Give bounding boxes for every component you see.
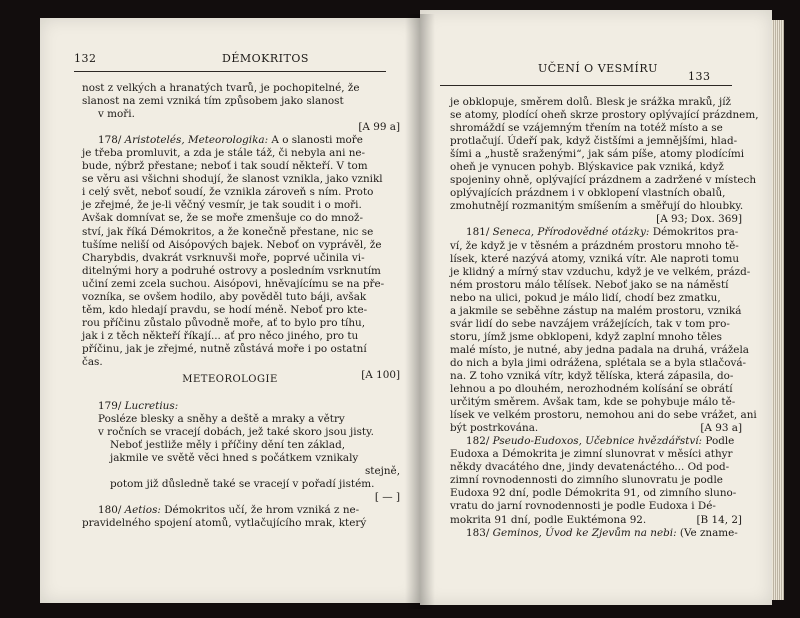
reference: [A 93; Dox. 369] — [656, 213, 742, 226]
text-line: Charybdis, dvakrát vsrknuvši moře, poprvé učinila vi- — [82, 251, 365, 264]
verse-line: Neboť jestliže měly i příčiny dění ten základ, — [110, 439, 346, 452]
text-line: v moři. — [98, 108, 135, 121]
reference: [A 99 a] — [358, 121, 400, 134]
text-line: ství, jak říká Démokritos, a že konečně přestane, nic se — [82, 225, 374, 238]
text-line: šími a „hustě sraženými“, jak sám píše, atomy plodícími — [450, 148, 745, 161]
text-line: příčinu, jak je zřejmé, nutně zůstává moře i po ostatní — [82, 342, 367, 355]
right-text-block — [450, 96, 759, 540]
fragment-source: Pseudo-Eudoxos, Učebnice hvězdářství: — [492, 435, 703, 448]
text-line: nebo na ulici, pokud je málo lidí, chodí bez zmatku, — [450, 291, 721, 304]
left-page — [40, 18, 420, 603]
page-edges — [770, 20, 784, 600]
fragment-source: Seneca, Přírodovědné otázky: — [492, 226, 650, 239]
text-line: storu, jímž jsme obklopeni, když zaplní mnoho těles — [450, 330, 723, 343]
fragment-number: 181/ — [466, 226, 490, 239]
text-line: je zřejmé, že je-li věčný vesmír, je tak soudit i o moři. — [82, 199, 362, 212]
verse-line: potom již důsledně také se vracejí v pořadí jistém. — [110, 478, 375, 491]
text-line: vozníka, se ovšem hodilo, aby pověděl tuto báji, avšak — [82, 290, 367, 303]
fragment-source: Aetios: — [124, 504, 161, 517]
text-line: Démokritos učí, že hrom vzniká z ne- — [164, 504, 360, 517]
text-line: shromáždí se vzájemným třením na totéž místo a se — [450, 122, 723, 135]
text-line: někdy dvacátého dne, jindy devatenáctého... Od pod- — [450, 461, 730, 474]
text-line: Eudoxa 92 dní, podle Démokrita 91, od zimního sluno- — [450, 487, 737, 500]
text-line: Eudoxa a Démokrita je zimní slunovrat v měsíci athyr — [450, 448, 733, 461]
text-line: učiní zemi zcela suchou. Aisópovi, hněvajícímu se na pře- — [82, 277, 385, 290]
text-line: slanost na zemi vzniká tím způsobem jako slanost — [82, 95, 344, 108]
fragment-source: Geminos, Úvod ke Zjevům na nebi: — [492, 526, 677, 539]
left-text-block-2 — [82, 400, 400, 530]
verse-line: v ročních se vracejí dobách, jež také skoro jsou jisty. — [98, 426, 374, 439]
reference: [A 100] — [361, 369, 400, 382]
text-line: se atomy, plodící oheň skrze prostory oplývající prázdnem, — [450, 109, 759, 122]
text-line: A o slanosti moře — [271, 134, 363, 147]
fragment-source: Aristotelés, Meteorologika: — [124, 134, 269, 147]
section-title: METEOROLOGIE — [182, 374, 278, 385]
left-text-block — [82, 82, 400, 382]
text-line: určitým směrem. Avšak tam, kde se pohybuje málo tě- — [450, 396, 736, 409]
text-line: ditelnými hory a podruhé ostrovy a posledním vsrknutím — [82, 264, 381, 277]
text-line: lehnou a po dlouhém, nerozhodném kolísání se obrátí — [450, 383, 733, 396]
fragment-source: Lucretius: — [124, 400, 179, 412]
fragment-number: 179/ — [98, 400, 122, 412]
text-line: ví, že když je v těsném a prázdném prostoru mnoho tě- — [450, 239, 739, 252]
page-number-left: 132 — [74, 52, 97, 65]
text-line: zimní rovnodennosti do zimního slunovratu je podle — [450, 474, 723, 487]
text-line: tušíme neliší od Aisópových bajek. Neboť on vyprávěl, že — [82, 238, 382, 251]
verse-line: jakmile ve světě věci hned s počátkem vznikaly — [110, 452, 359, 465]
text-line: na. Z toho vzniká vítr, když tělíska, která zápasila, do- — [450, 369, 734, 382]
text-line: Démokritos pra- — [652, 226, 739, 239]
text-line: se věru asi všichni shodují, že slanost vznikla, jako vznikl — [82, 173, 383, 186]
text-line: oplývajících prázdnem i v obklopení vlastních obalů, — [450, 187, 726, 200]
running-head-left: DÉMOKRITOS — [222, 52, 309, 65]
header-rule-left — [74, 71, 386, 72]
text-line: je klidný a mírný stav vzduchu, když je ve velkém, prázd- — [450, 265, 751, 278]
text-line: Podle — [705, 435, 735, 448]
fragment-number: 178/ — [98, 134, 122, 147]
text-line: malé místo, je nutné, aby jedna padala na druhá, vrážela — [450, 343, 749, 356]
text-line: mokrita 91 dní, podle Euktémona 92. — [450, 513, 647, 526]
text-line: oheň je vynucen pohyb. Blýskavice pak vzniká, když — [450, 161, 724, 174]
text-line: protlačují. Údeří pak, když čistšími a jemnějšími, hlad- — [450, 135, 738, 148]
text-line: je obklopuje, směrem dolů. Blesk je srážka mraků, jíž — [450, 96, 732, 108]
text-line: a jakmile se seběhne zástup na malém prostoru, vzniká — [450, 304, 742, 317]
header-rule-right — [440, 85, 732, 86]
text-line: lísek ve velkém prostoru, nemohou ani do sebe vrážet, ani — [450, 409, 757, 422]
text-line: vratu do jarní rovnodennosti je podle Eudoxa i Dé- — [450, 500, 716, 513]
verse-line: Posléze blesky a sněhy a deště a mraky a větry — [98, 413, 345, 426]
reference: [ — ] — [374, 491, 400, 504]
text-line: těm, kdo hledají pravdu, se hodí méně. Neboť pro kte- — [82, 303, 368, 316]
page-number-right: 133 — [688, 70, 711, 83]
fragment-number: 182/ — [466, 435, 490, 448]
text-line: čas. — [82, 355, 103, 368]
text-line: Avšak domnívat se, že se moře zmenšuje co do množ- — [82, 212, 363, 225]
reference: [B 14, 2] — [696, 513, 742, 526]
text-line: (Ve zname- — [679, 526, 738, 539]
right-page — [420, 10, 772, 605]
text-line: bude, nýbrž přestane; neboť i tak soudí někteří. V tom — [82, 160, 368, 173]
fragment-number: 180/ — [98, 504, 122, 517]
text-line: spojeniny ohně, oplývající prázdnem a zadržené v místech — [450, 174, 757, 187]
verse-line: stejně, — [364, 465, 400, 478]
text-line: jak i z těch někteří říkají... ať pro něco jiného, pro tu — [82, 329, 359, 342]
text-line: lísek, které nazývá atomy, vzniká vítr. Ale naproti tomu — [450, 252, 740, 265]
text-line: ném prostoru málo tělísek. Neboť jako se na náměstí — [450, 278, 729, 291]
fragment-number: 183/ — [466, 526, 490, 539]
running-head-right: UČENÍ O VESMÍRU — [538, 62, 658, 75]
text-line: pravidelného spojení atomů, vytlačujícího mrak, který — [82, 517, 367, 530]
reference: [A 93 a] — [700, 422, 742, 435]
text-line: je třeba promluvit, a zda je stále táž, či nebyla ani ne- — [82, 147, 366, 160]
text-line: být postrkována. — [450, 422, 539, 435]
text-line: do nich a byla jimi odrážena, splétala se a byla stlačová- — [450, 356, 747, 369]
text-line: zmohutnějí rozmanitým smíšením a směřují do hloubky. — [450, 200, 744, 213]
text-line: i celý svět, neboť soudí, že vznikla zároveň s ním. Proto — [82, 186, 374, 199]
text-line: svár lidí do sebe navzájem vrážejících, tak v tom pro- — [450, 317, 730, 330]
text-line: nost z velkých a hranatých tvarů, je pochopitelné, že — [82, 82, 360, 94]
text-line: rou příčinu zůstalo původně moře, ať to bylo pro tíhu, — [82, 316, 366, 329]
